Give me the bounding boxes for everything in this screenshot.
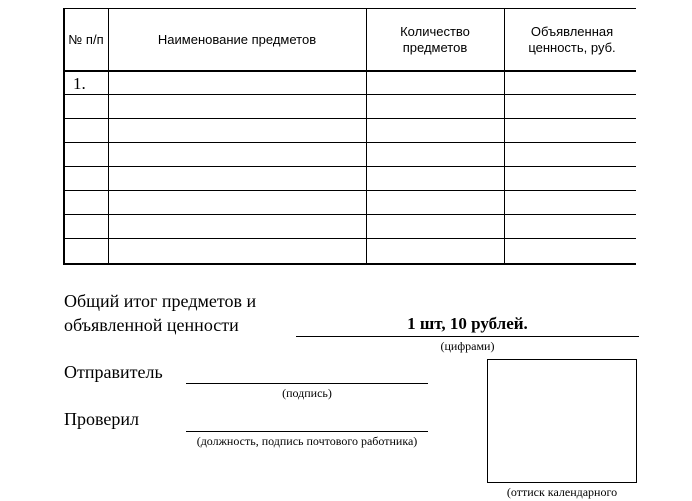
table-row-divider xyxy=(63,190,636,191)
total-underline xyxy=(296,336,639,337)
checker-hint: (должность, подпись почтового работника) xyxy=(196,434,418,448)
table-bottom-border xyxy=(63,263,636,265)
header-declared-value: Объявленная ценность, руб. xyxy=(528,24,616,55)
sender-label: Отправитель xyxy=(64,362,163,382)
table-row-divider xyxy=(63,94,636,95)
table-row-divider xyxy=(63,166,636,167)
total-hint: (цифрами) xyxy=(440,339,495,353)
table-top-border xyxy=(63,8,636,9)
table-column-divider xyxy=(366,8,367,265)
table-row-divider xyxy=(63,238,636,239)
table-header-divider xyxy=(63,70,636,72)
header-quantity: Количество предметов xyxy=(400,24,470,55)
total-value: 1 шт, 10 рублей. xyxy=(407,314,528,333)
total-label: Общий итог предметов и объявленной ценности xyxy=(64,291,257,335)
table-row-divider xyxy=(63,142,636,143)
header-number: № п/п xyxy=(68,32,104,47)
postmark-stamp-box xyxy=(487,359,637,483)
checker-signature-line xyxy=(186,431,428,432)
inventory-table xyxy=(63,8,636,265)
table-row-divider xyxy=(63,214,636,215)
row-number: 1. xyxy=(73,74,86,93)
table-row-divider xyxy=(63,118,636,119)
sender-hint: (подпись) xyxy=(282,386,332,400)
table-column-divider xyxy=(108,8,109,265)
checked-label: Проверил xyxy=(64,409,139,429)
header-item-name: Наименование предметов xyxy=(157,32,317,47)
table-column-divider xyxy=(504,8,505,265)
sender-signature-line xyxy=(186,383,428,384)
stamp-hint: (оттиск календарного xyxy=(506,485,618,499)
